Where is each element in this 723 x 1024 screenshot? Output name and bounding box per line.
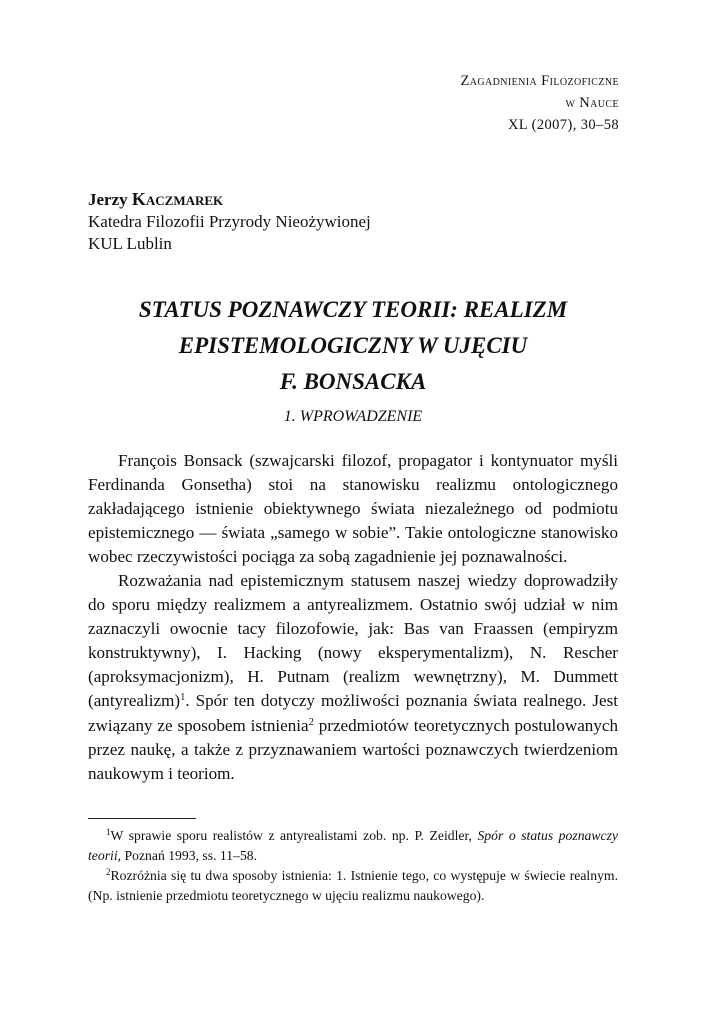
- journal-issue: XL (2007), 30–58: [508, 117, 619, 133]
- footnote-1-rest: , Poznań 1993, ss. 11–58.: [117, 848, 258, 863]
- title-line-1: STATUS POZNAWCZY TEORII: REALIZM: [138, 297, 568, 322]
- journal-name-line2: w Nauce: [565, 95, 619, 111]
- section-heading: 1. WPROWADZENIE: [283, 408, 423, 425]
- title-line-3: F. BONSACKA: [279, 369, 427, 394]
- article-title: [88, 292, 618, 400]
- footnote-1-mark: 1: [106, 827, 111, 837]
- footnote-ref-2: 2: [308, 716, 314, 728]
- footnote-1: [88, 826, 618, 866]
- author-block: [88, 188, 371, 255]
- footnote-divider: [88, 818, 196, 819]
- body-text: [88, 449, 618, 786]
- footnote-ref-1: 1: [180, 692, 186, 704]
- footnotes: [88, 826, 618, 906]
- paragraph-1: François Bonsack (szwajcarski filozof, propagator i kontynuator myśli Ferdinanda Gonsetha) stoi na stanowisku realizmu ontologicznego zakładającego istnienie obiektywnego świata niezależnego od podmiotu epistemicznego — świata „samego w sobie”. Takie ontologiczne stanowisko wobec rzeczywistości pociąga za sobą zagadnienie jej poznawalności.: [88, 451, 618, 567]
- paragraph-2-part-1: Rozważania nad epistemicznym statusem naszej wiedzy doprowadziły do sporu między realizmem a antyrealizmem. Ostatnio swój udział w nim zaznaczyli owocnie tacy filozofowie, jak: Bas van Fraassen (empiryzm konstruktywny), I. Hacking (nowy eksperymentalizm), N. Rescher (aproksymacjonizm), H. Putnam (realizm wewnętrzny), M. Dummett (antyrealizm): [88, 571, 618, 711]
- author-first-name: Jerzy: [88, 190, 128, 209]
- footnote-2-mark: 2: [106, 867, 111, 877]
- author-surname: Kaczmarek: [131, 189, 224, 209]
- footnote-1-text: W sprawie sporu realistów z antyrealistami zob. np. P. Zeidler,: [110, 828, 478, 843]
- title-line-2: EPISTEMOLOGICZNY W UJĘCIU: [178, 333, 528, 358]
- footnote-2-text: Rozróżnia się tu dwa sposoby istnienia: 1. Istnienie tego, co występuje w świecie realnym. (Np. istnienie przedmiotu teoretycznego w ujęciu realizmu naukowego).: [88, 868, 618, 903]
- paragraph-2: [88, 569, 618, 785]
- footnote-2: [88, 866, 618, 906]
- footnote-1-cited-title: Spór o status poznawczy teorii: [88, 828, 618, 863]
- journal-header: [461, 70, 619, 136]
- paragraph-2-part-3: przedmiotów teoretycznych postulowanych przez naukę, a także z przyznawaniem wartości poznawczych twierdzeniom naukowym i teoriom.: [88, 715, 619, 783]
- author-department: Katedra Filozofii Przyrody Nieożywionej: [88, 212, 371, 231]
- journal-name-line1: Zagadnienia Filozoficzne: [460, 73, 619, 89]
- paragraph-2-part-2: . Spór ten dotyczy możliwości poznania świata realnego. Jest związany ze sposobem istnienia: [88, 691, 618, 735]
- author-name: [88, 188, 371, 211]
- author-university: KUL Lublin: [88, 234, 172, 253]
